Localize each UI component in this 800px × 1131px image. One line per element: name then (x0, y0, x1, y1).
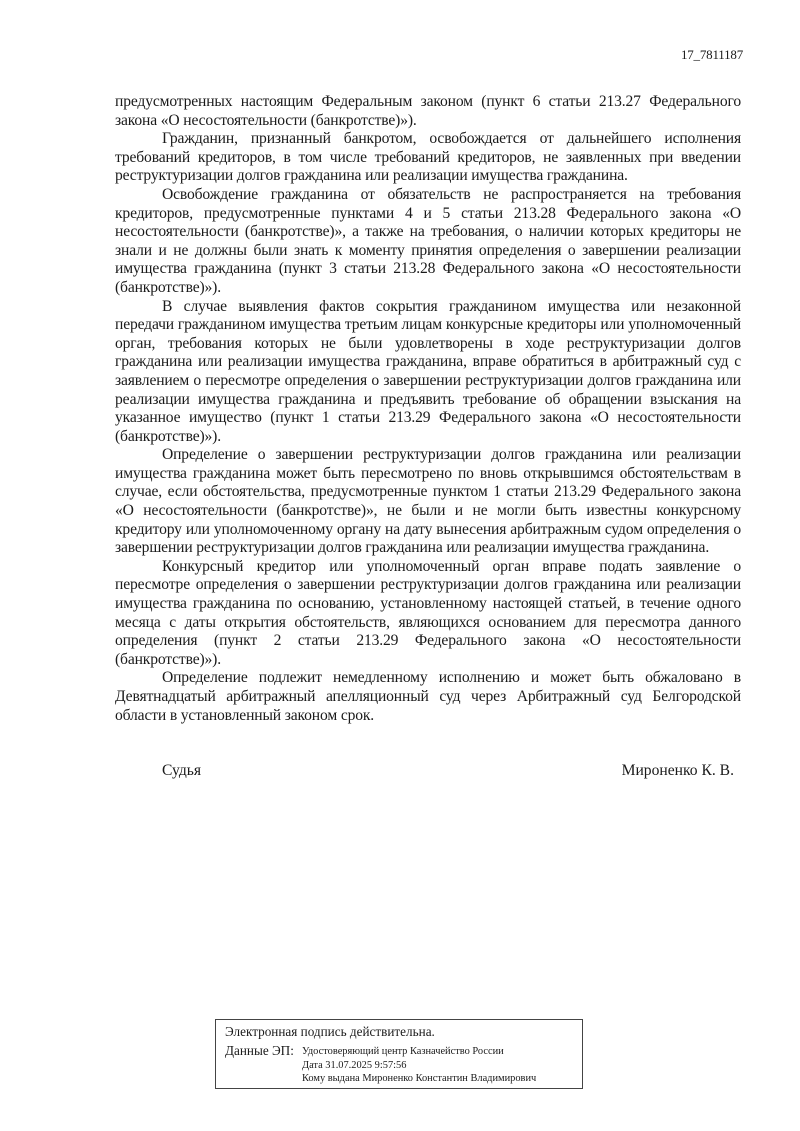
esig-date: Дата 31.07.2025 9:57:56 (302, 1059, 407, 1071)
paragraph: Гражданин, признанный банкротом, освобождается от дальнейшего исполнения требований кредиторов, в том числе требований кредиторов, не заявленных при введении реструктуризации долгов гражданина или реализации имущества гражданина. (115, 130, 741, 185)
signature-role: Судья (162, 762, 202, 779)
paragraph: Определение о завершении реструктуризации долгов гражданина или реализации имущества гражданина может быть пересмотрено по вновь открывшимся обстоятельствам в случае, если обстоятельства, предусмотренные пунктом 1 статьи 213.29 Федерального закона «О несостоятельности (банкротстве)», не были и не могли быть известны конкурсному кредитору или уполномоченному органу на дату вынесения арбитражным судом определения о завершении реструктуризации долгов гражданина или реализации имущества гражданина. (115, 446, 741, 557)
esig-status: Электронная подпись действительна. (225, 1024, 435, 1039)
paragraph: Освобождение гражданина от обязательств не распространяется на требования кредиторов, предусмотренные пунктами 4 и 5 статьи 213.28 Федерального закона «О несостоятельности (банкротстве)», а также на требования, о наличии которых кредиторы не знали и не должны были знать к моменту принятия определения о завершении реализации имущества гражданина (пункт 3 статьи 213.28 Федерального закона «О несостоятельности (банкротстве)»). (115, 185, 741, 296)
signature-row (162, 762, 734, 780)
esig-issued-to: Кому выдана Мироненко Константин Владимирович (302, 1073, 537, 1084)
esig-issuer: Удостоверяющий центр Казначейство России (302, 1046, 504, 1057)
esig-label: Данные ЭП: (225, 1043, 294, 1058)
document-id: 17_7811187 (680, 47, 743, 62)
document-body (115, 93, 741, 725)
electronic-signature-stamp (215, 1019, 583, 1089)
esig-details (302, 1045, 536, 1086)
paragraph: предусмотренных настоящим Федеральным законом (пункт 6 статьи 213.27 Федерального закона «О несостоятельности (банкротстве)»). (115, 93, 741, 129)
paragraph: Конкурсный кредитор или уполномоченный орган вправе подать заявление о пересмотре определения о завершении реструктуризации долгов гражданина или реализации имущества гражданина по основанию, установленному настоящей статьей, в течение одного месяца с даты открытия обстоятельств, являющихся основанием для пересмотра данного определения (пункт 2 статьи 213.29 Федерального закона «О несостоятельности (банкротстве)»). (115, 557, 741, 668)
signature-name: Мироненко К. В. (621, 762, 734, 779)
paragraph: Определение подлежит немедленному исполнению и может быть обжаловано в Девятнадцатый арбитражный апелляционный суд через Арбитражный суд Белгородской области в установленный законом срок. (115, 669, 741, 724)
paragraph: В случае выявления фактов сокрытия гражданином имущества или незаконной передачи гражданином имущества третьим лицам конкурсные кредиторы или уполномоченный орган, требования которых не были удовлетворены в ходе реструктуризации долгов гражданина или реализации имущества гражданина, вправе обратиться в арбитражный суд с заявлением о пересмотре определения о завершении реструктуризации долгов гражданина или реализации имущества гражданина и предъявить требование об обращении взыскания на указанное имущество (пункт 1 статьи 213.29 Федерального закона «О несостоятельности (банкротстве)»). (115, 297, 741, 445)
